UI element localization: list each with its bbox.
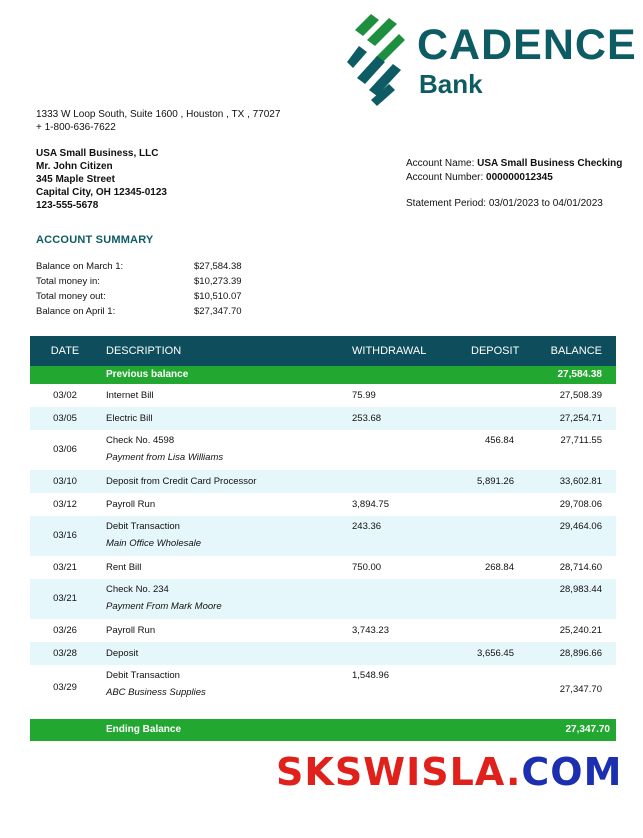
summary-row <box>36 274 276 289</box>
row-date: 03/05 <box>53 413 77 424</box>
row-deposit: 3,656.45 <box>477 648 514 659</box>
row-description: Deposit from Credit Card Processor <box>106 476 257 487</box>
statement-period-row <box>406 197 622 211</box>
header-balance: BALANCE <box>550 345 602 357</box>
watermark <box>276 750 622 794</box>
row-description: Check No. 4598 <box>106 435 175 446</box>
statement-period-label: Statement Period: <box>406 198 487 209</box>
account-name-value: USA Small Business Checking <box>477 158 623 169</box>
row-balance: 27,711.55 <box>560 435 602 446</box>
row-balance: 25,240.21 <box>559 625 602 636</box>
summary-value: $27,584.38 <box>194 261 242 272</box>
row-date: 03/02 <box>53 390 77 401</box>
row-balance: 27,347.70 <box>559 684 602 695</box>
summary-label: Balance on March 1: <box>36 261 124 272</box>
row-withdrawal: 1,548.96 <box>352 670 389 681</box>
previous-balance-value: 27,584.38 <box>557 369 602 380</box>
row-description: Payroll Run <box>106 625 156 636</box>
bank-address <box>36 108 280 134</box>
table-row <box>30 516 616 556</box>
ending-balance-label: Ending Balance <box>106 724 182 735</box>
row-date: 03/10 <box>53 476 77 487</box>
table-row <box>30 642 616 665</box>
row-withdrawal: 253.68 <box>352 413 382 424</box>
table-row <box>30 470 616 493</box>
bank-phone: + 1-800-636-7622 <box>36 122 116 133</box>
table-row <box>30 665 616 711</box>
row-date: 03/29 <box>53 682 77 693</box>
customer-city: Capital City, OH 12345-0123 <box>36 187 167 198</box>
table-row <box>30 407 616 430</box>
row-withdrawal: 750.00 <box>352 562 382 573</box>
row-date: 03/28 <box>53 648 77 659</box>
account-number-value: 000000012345 <box>486 172 553 183</box>
row-date: 03/12 <box>53 499 77 510</box>
row-description: Debit Transaction <box>106 521 180 532</box>
account-info <box>406 157 622 211</box>
table-row <box>30 619 616 642</box>
customer-phone: 123-555-5678 <box>36 200 99 211</box>
account-number-label: Account Number: <box>406 172 484 183</box>
row-memo: Payment from Lisa Williams <box>106 452 224 463</box>
row-date: 03/21 <box>53 593 77 604</box>
row-withdrawal: 3,894.75 <box>352 499 389 510</box>
row-withdrawal: 3,743.23 <box>352 625 389 636</box>
summary-value: $10,510.07 <box>194 291 242 302</box>
table-body <box>30 384 616 711</box>
account-summary-title: ACCOUNT SUMMARY <box>36 234 154 246</box>
row-balance: 29,708.06 <box>559 499 602 510</box>
row-date: 03/06 <box>53 444 77 455</box>
row-description: Internet Bill <box>106 390 154 401</box>
row-deposit: 5,891.26 <box>477 476 514 487</box>
customer-business: USA Small Business, LLC <box>36 148 159 159</box>
table-row <box>30 430 616 470</box>
table-row <box>30 384 616 407</box>
table-header <box>30 336 616 366</box>
row-balance: 28,896.66 <box>559 648 602 659</box>
brand-name: CADENCE <box>417 21 637 69</box>
header-withdrawal: WITHDRAWAL <box>352 345 427 357</box>
row-description: Deposit <box>106 648 139 659</box>
bank-address-line: 1333 W Loop South, Suite 1600 , Houston , TX , 77027 <box>36 109 281 120</box>
summary-row <box>36 259 276 274</box>
summary-row <box>36 289 276 304</box>
header-deposit: DEPOSIT <box>471 345 520 357</box>
cadence-leaf-icon <box>345 12 407 108</box>
transactions-table <box>30 336 616 741</box>
summary-row <box>36 304 276 319</box>
row-balance: 28,714.60 <box>559 562 602 573</box>
row-deposit: 268.84 <box>484 562 514 573</box>
row-description: Rent Bill <box>106 562 142 573</box>
summary-value: $27,347.70 <box>194 306 242 317</box>
header-date: DATE <box>50 345 80 357</box>
row-deposit: 456.84 <box>484 435 514 446</box>
row-memo: ABC Business Supplies <box>106 687 206 698</box>
row-description: Electric Bill <box>106 413 153 424</box>
customer-name: Mr. John Citizen <box>36 161 113 172</box>
row-balance: 33,602.81 <box>559 476 602 487</box>
row-withdrawal: 75.99 <box>352 390 376 401</box>
row-date: 03/16 <box>53 530 77 541</box>
row-balance: 28,983.44 <box>559 584 602 595</box>
row-description: Check No. 234 <box>106 584 169 595</box>
table-row <box>30 493 616 516</box>
account-name-label: Account Name: <box>406 158 475 169</box>
account-name-row <box>406 157 622 171</box>
bank-logo <box>345 12 637 108</box>
header-description: DESCRIPTION <box>106 345 182 357</box>
summary-label: Balance on April 1: <box>36 306 116 317</box>
previous-balance-row <box>30 366 616 384</box>
row-withdrawal: 243.36 <box>352 521 382 532</box>
row-description: Debit Transaction <box>106 670 180 681</box>
row-memo: Payment From Mark Moore <box>106 601 222 612</box>
brand-subtitle: Bank <box>419 69 483 99</box>
statement-period-value: 03/01/2023 to 04/01/2023 <box>488 198 603 209</box>
row-date: 03/26 <box>53 625 77 636</box>
summary-label: Total money in: <box>36 276 100 287</box>
watermark-dot: . <box>505 750 522 794</box>
watermark-part2: COM <box>521 750 623 794</box>
ending-balance-row <box>30 719 616 741</box>
row-balance: 27,508.39 <box>559 390 602 401</box>
table-row <box>30 556 616 579</box>
row-memo: Main Office Wholesale <box>106 538 202 549</box>
previous-balance-label: Previous balance <box>106 369 189 380</box>
customer-street: 345 Maple Street <box>36 174 115 185</box>
watermark-part1: SKSWISLA <box>276 750 506 794</box>
ending-balance-value: 27,347.70 <box>565 724 610 735</box>
summary-label: Total money out: <box>36 291 106 302</box>
row-balance: 29,464.06 <box>559 521 602 532</box>
row-balance: 27,254.71 <box>559 413 602 424</box>
summary-value: $10,273.39 <box>194 276 242 287</box>
row-description: Payroll Run <box>106 499 156 510</box>
row-date: 03/21 <box>53 562 77 573</box>
table-row <box>30 579 616 619</box>
account-summary <box>36 259 276 319</box>
customer-address <box>36 147 167 212</box>
account-number-row <box>406 171 622 185</box>
